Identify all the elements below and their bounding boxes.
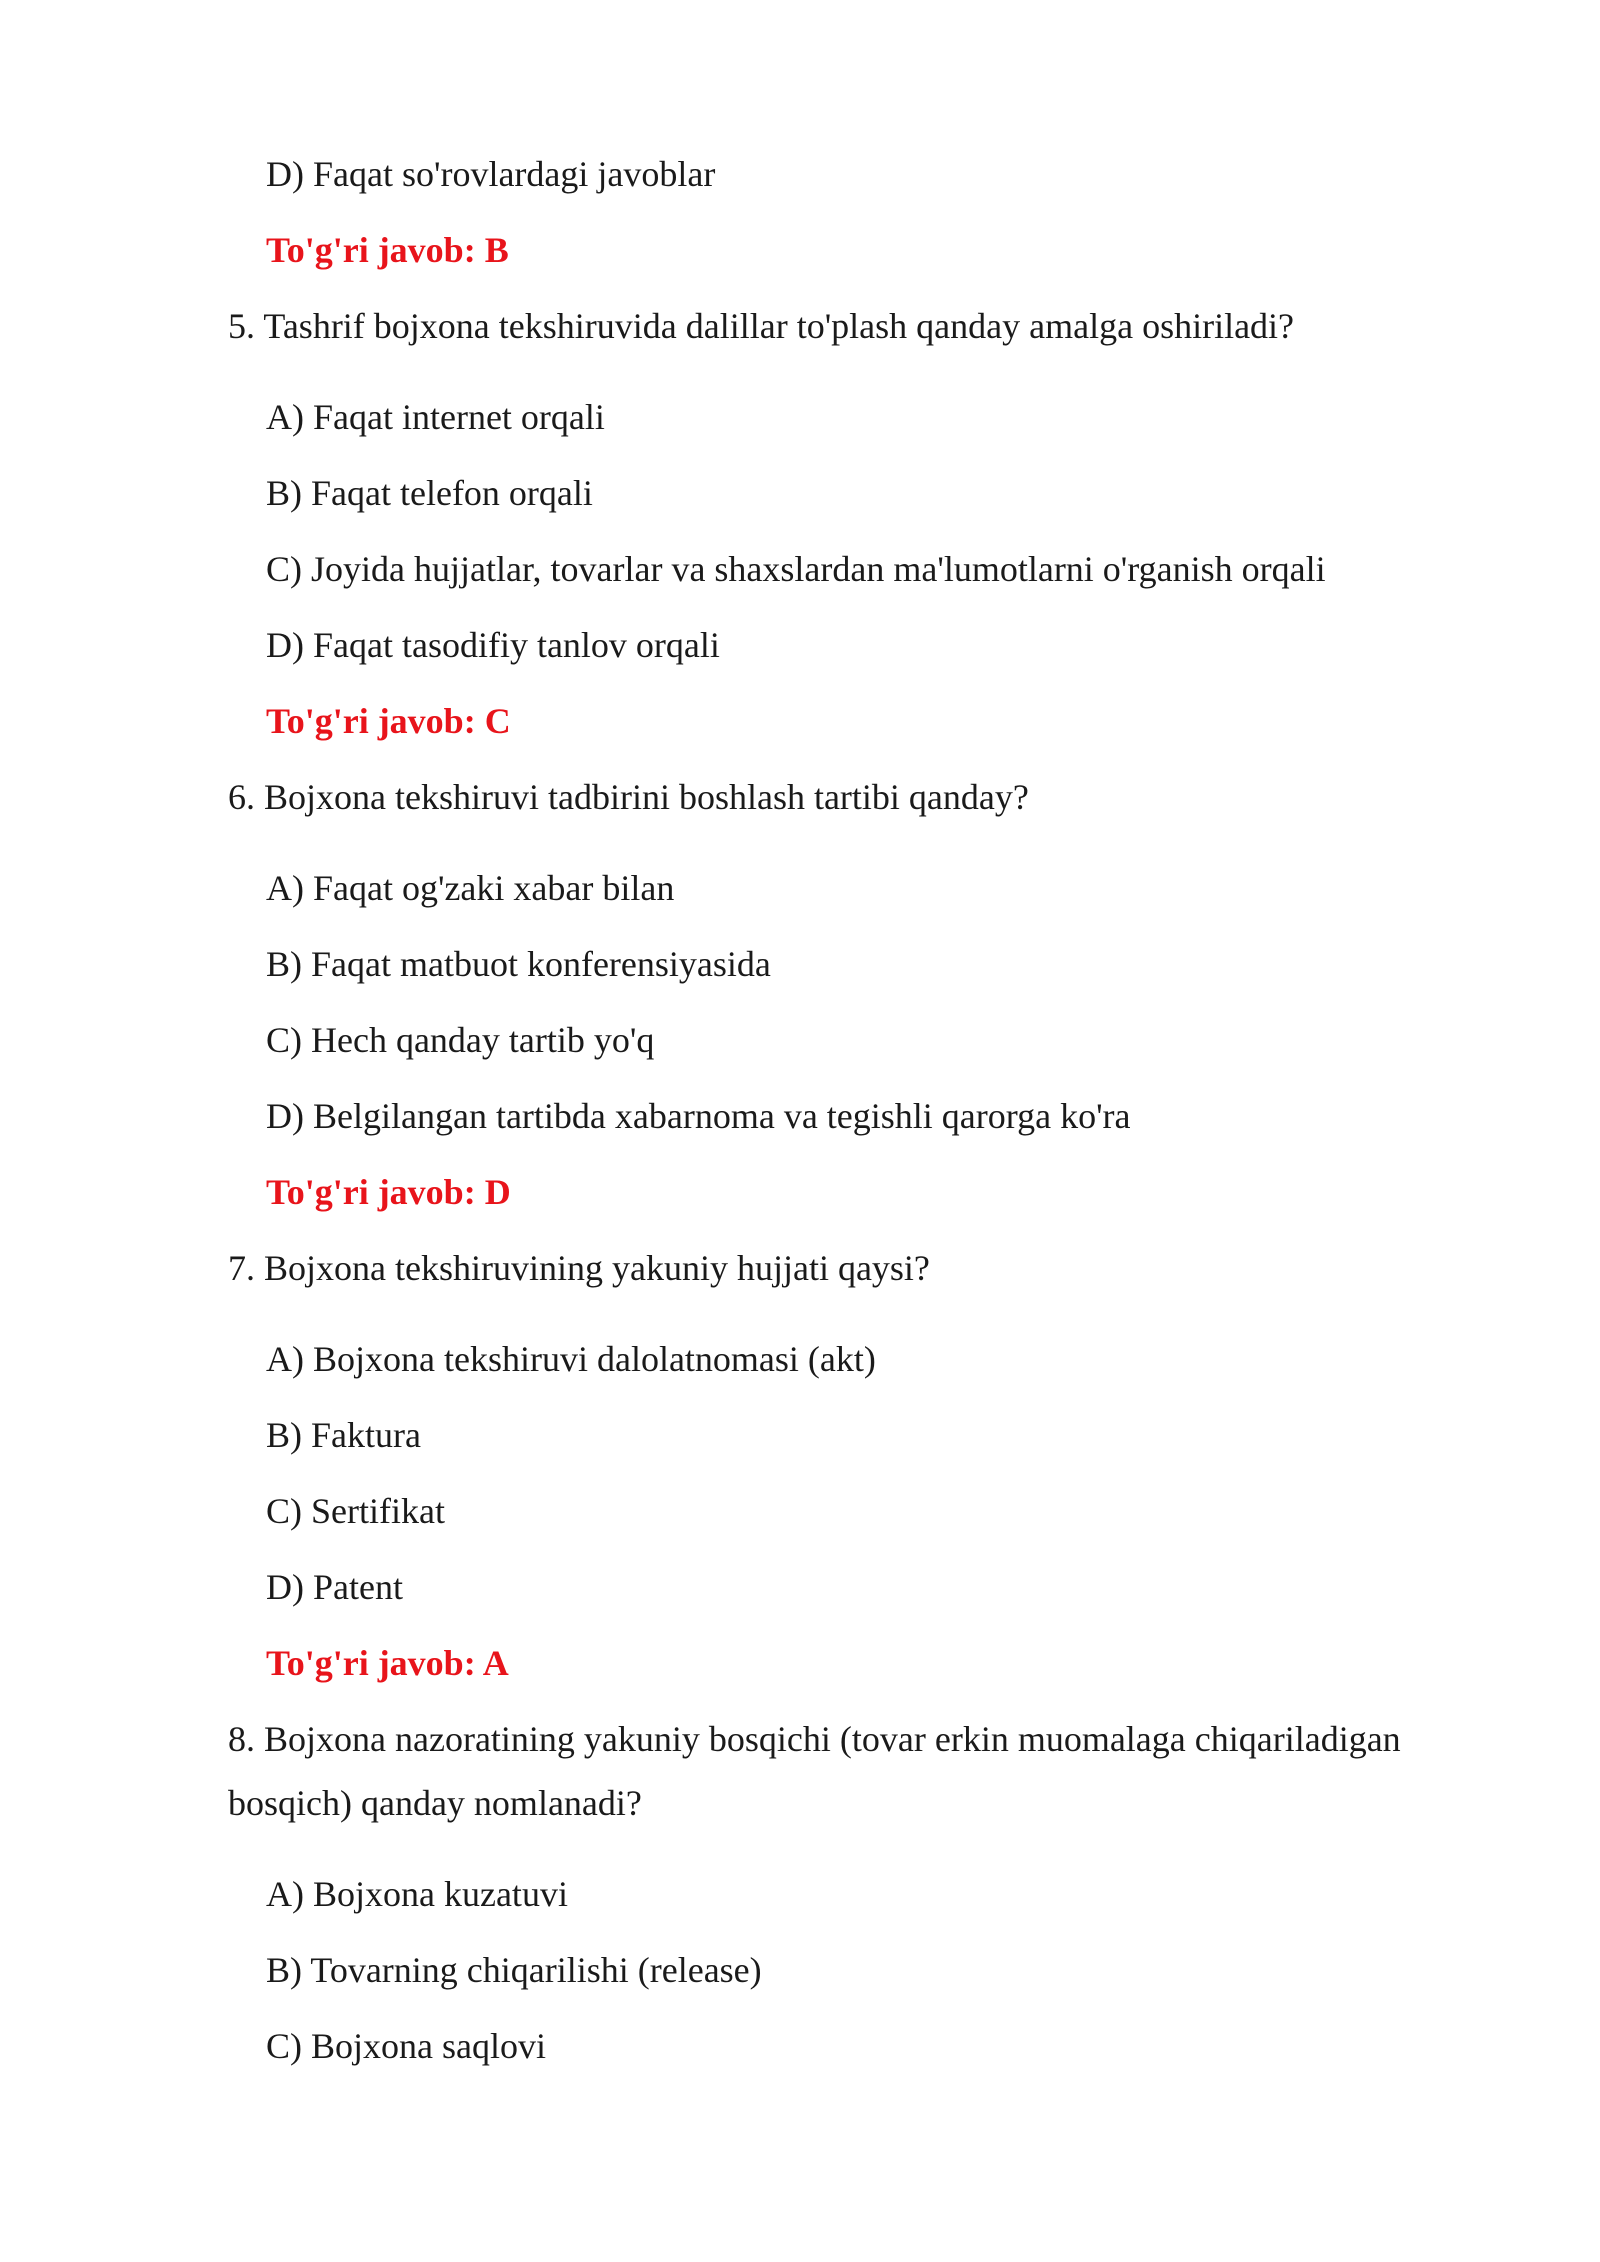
option-a: A) Bojxona kuzatuvi: [266, 1874, 568, 1914]
option-a: A) Bojxona tekshiruvi dalolatnomasi (akt): [266, 1339, 876, 1379]
correct-answer: To'g'ri javob: A: [266, 1643, 509, 1683]
option-c: C) Hech qanday tartib yo'q: [266, 1020, 655, 1060]
question-text: 7. Bojxona tekshiruvining yakuniy hujjati qaysi?: [228, 1248, 930, 1288]
option-a: A) Faqat og'zaki xabar bilan: [266, 868, 675, 908]
correct-answer: To'g'ri javob: C: [266, 701, 511, 741]
option-b: B) Tovarning chiqarilishi (release): [266, 1950, 762, 1990]
option-d: D) Faqat tasodifiy tanlov orqali: [266, 625, 720, 665]
option-c: C) Sertifikat: [266, 1491, 445, 1531]
option-c: C) Bojxona saqlovi: [266, 2026, 546, 2066]
question-text-line1: 8. Bojxona nazoratining yakuniy bosqichi (tovar erkin muomalaga chiqariladigan: [228, 1719, 1401, 1759]
option-d: D) Belgilangan tartibda xabarnoma va tegishli qarorga ko'ra: [266, 1096, 1131, 1136]
option-a: A) Faqat internet orqali: [266, 397, 605, 437]
option-b: B) Faqat telefon orqali: [266, 473, 593, 513]
option-b: B) Faqat matbuot konferensiyasida: [266, 944, 771, 984]
option-d: D) Faqat so'rovlardagi javoblar: [266, 154, 716, 194]
correct-answer: To'g'ri javob: D: [266, 1172, 511, 1212]
option-b: B) Faktura: [266, 1415, 421, 1455]
option-d: D) Patent: [266, 1567, 403, 1607]
option-c: C) Joyida hujjatlar, tovarlar va shaxslardan ma'lumotlarni o'rganish orqali: [266, 549, 1326, 589]
question-text: 5. Tashrif bojxona tekshiruvida dalillar to'plash qanday amalga oshiriladi?: [228, 306, 1295, 346]
question-text-line2: bosqich) qanday nomlanadi?: [228, 1783, 642, 1823]
question-text: 6. Bojxona tekshiruvi tadbirini boshlash tartibi qanday?: [228, 777, 1029, 817]
correct-answer: To'g'ri javob: B: [266, 230, 509, 270]
